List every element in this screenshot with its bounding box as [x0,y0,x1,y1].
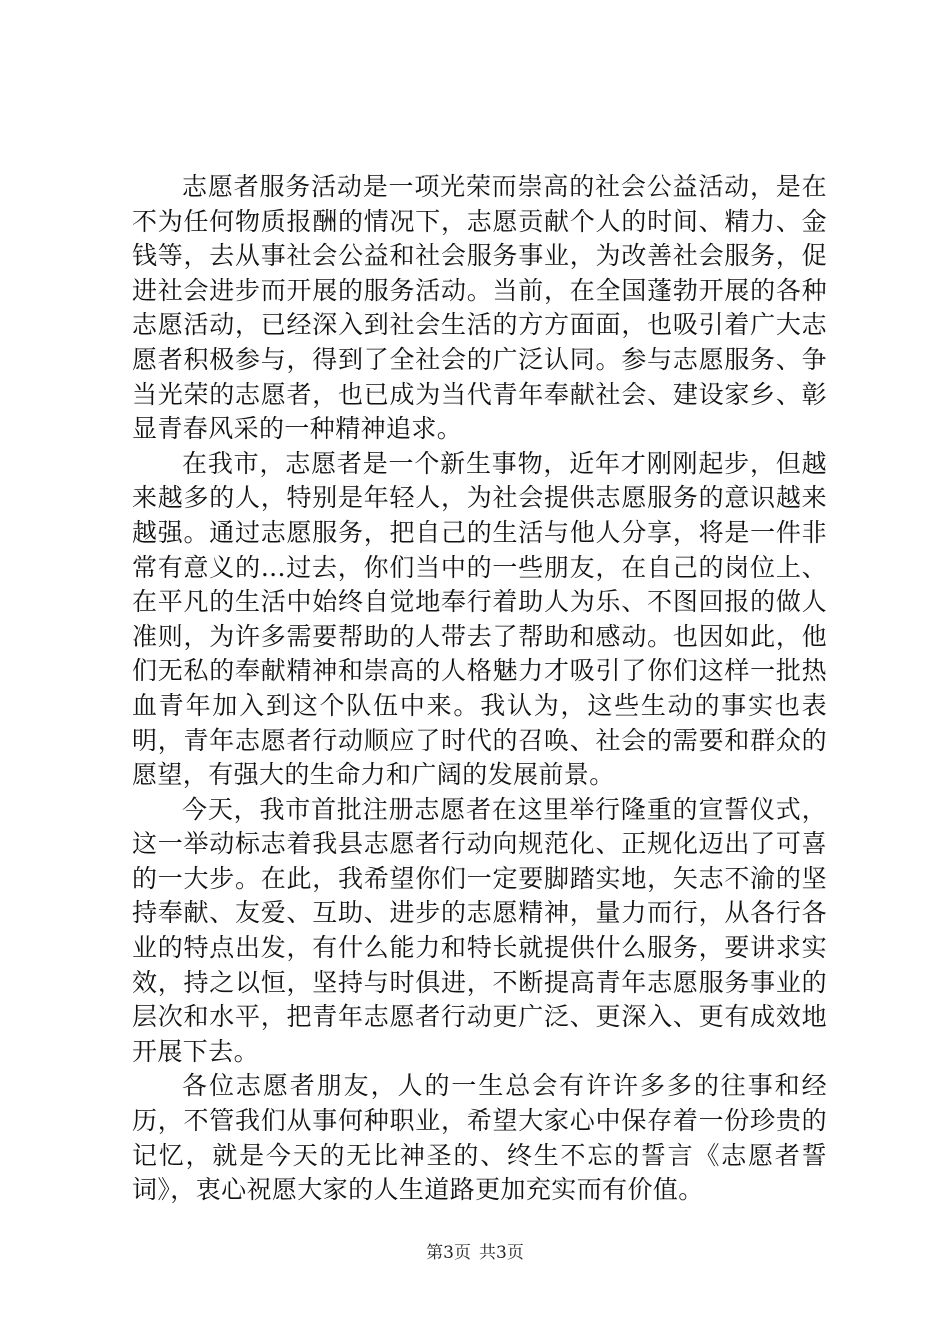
page-footer [0,1242,950,1264]
paragraph-3: 今天，我市首批注册志愿者在这里举行隆重的宣誓仪式，这一举动标志着我县志愿者行动向规范化、正规化迈出了可喜的一大步。在此，我希望你们一定要脚踏实地，矢志不渝的坚持奉献、友爱、互助、进步的志愿精神，量力而行，从各行各业的特点出发，有什么能力和特长就提供什么服务，要讲求实效，持之以恒，坚持与时俱进，不断提高青年志愿服务事业的层次和水平，把青年志愿者行动更广泛、更深入、更有成效地开展下去。 [132,794,827,1066]
paragraph-2: 在我市，志愿者是一个新生事物，近年才刚刚起步，但越来越多的人，特别是年轻人，为社会提供志愿服务的意识越来越强。通过志愿服务，把自己的生活与他人分享，将是一件非常有意义的...过去，你们当中的一些朋友，在自己的岗位上、在平凡的生活中始终自觉地奉行着助人为乐、不图回报的做人准则，为许多需要帮助的人带去了帮助和感动。也因如此，他们无私的奉献精神和崇高的人格魅力才吸引了你们这样一批热血青年加入到这个队伍中来。我认为，这些生动的事实也表明，青年志愿者行动顺应了时代的召唤、社会的需要和群众的愿望，有强大的生命力和广阔的发展前景。 [132,448,827,790]
document-body [132,170,827,1208]
paragraph-1: 志愿者服务活动是一项光荣而崇高的社会公益活动，是在不为任何物质报酬的情况下，志愿贡献个人的时间、精力、金钱等，去从事社会公益和社会服务事业，为改善社会服务，促进社会进步而开展的服务活动。当前，在全国蓬勃开展的各种志愿活动，已经深入到社会生活的方方面面，也吸引着广大志愿者积极参与，得到了全社会的广泛认同。参与志愿服务、争当光荣的志愿者，也已成为当代青年奉献社会、建设家乡、彰显青春风采的一种精神追求。 [132,172,827,444]
page-number-current: 第3页 [426,1243,471,1263]
page-number-total: 共3页 [479,1243,524,1263]
paragraph-4: 各位志愿者朋友，人的一生总会有许许多多的往事和经历，不管我们从事何种职业，希望大家心中保存着一份珍贵的记忆，就是今天的无比神圣的、终生不忘的誓言《志愿者誓词》，衷心祝愿大家的人生道路更加充实而有价值。 [132,1071,827,1205]
